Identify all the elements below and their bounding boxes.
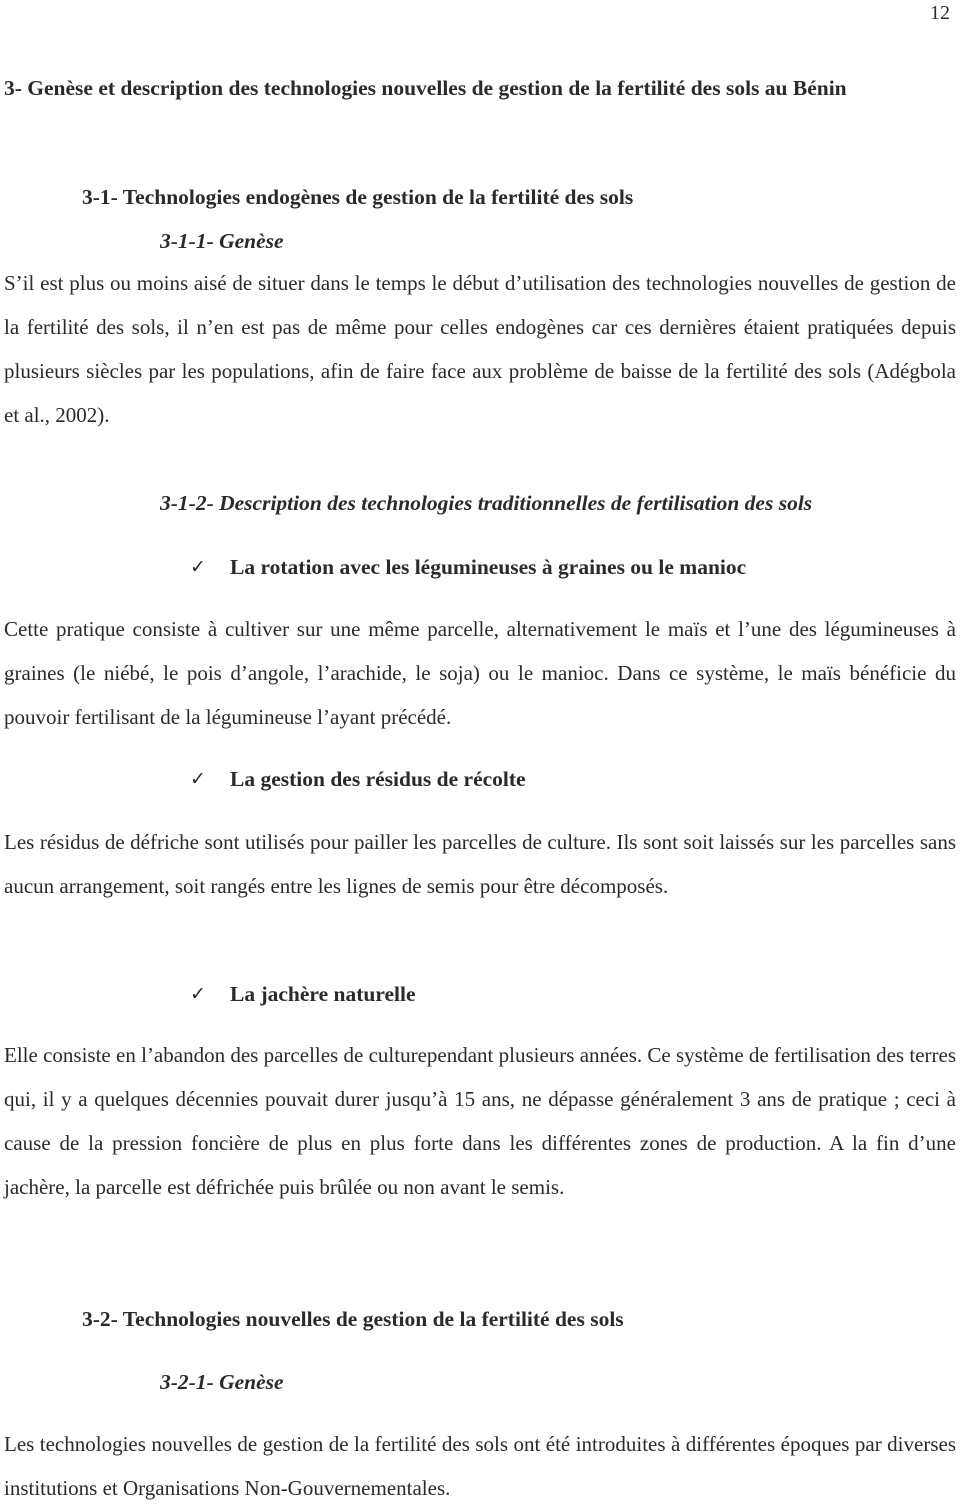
item-residus-heading-text: La gestion des résidus de récolte <box>230 767 526 791</box>
section-3-1-1-paragraph: S’il est plus ou moins aisé de situer dans le temps le début d’utilisation des technologies nouvelles de gestion de la fertilité des sols, il n’en est pas de même pour celles endogènes car ces dernières étaient pratiquées depuis plusieurs siècles par les populations, afin de faire face aux problème de baisse de la fertilité des sols (Adégbola et al., 2002). <box>4 271 956 427</box>
item-rotation-paragraph: Cette pratique consiste à cultiver sur une même parcelle, alternativement le maïs et l’une des légumineuses à graines (le niébé, le pois d’angole, l’arachide, le soja) ou le manioc. Dans ce système, le maïs bénéficie du pouvoir fertilisant de la légumineuse l’ayant précédé. <box>4 617 956 729</box>
item-residus-heading <box>190 764 956 794</box>
section-3-2-title: 3-2- Technologies nouvelles de gestion de la fertilité des sols <box>82 1307 624 1331</box>
checkmark-icon: ✓ <box>190 556 206 578</box>
section-3-1-title: 3-1- Technologies endogènes de gestion de la fertilité des sols <box>82 185 634 209</box>
section-3-title: 3- Genèse et description des technologies nouvelles de gestion de la fertilité des sols au Bénin <box>4 76 847 100</box>
item-residus-paragraph: Les résidus de défriche sont utilisés pour pailler les parcelles de culture. Ils sont soit laissés sur les parcelles sans aucun arrangement, soit rangés entre les lignes de semis pour être décomposés. <box>4 830 956 898</box>
item-rotation-heading <box>190 552 956 582</box>
item-jachere-paragraph: Elle consiste en l’abandon des parcelles de culturependant plusieurs années. Ce système de fertilisation des terres qui, il y a quelques décennies pouvait durer jusqu’à 15 ans, ne dépasse généralement 3 ans de pratique ; ceci à cause de la pression foncière de plus en plus forte dans les différentes zones de production. A la fin d’une jachère, la parcelle est défrichée puis brûlée ou non avant le semis. <box>4 1043 956 1199</box>
section-3-1-2-title: 3-1-2- Description des technologies traditionnelles de fertilisation des sols <box>160 491 813 515</box>
section-3-2-1-title: 3-2-1- Genèse <box>160 1370 284 1394</box>
section-3-1-1-title: 3-1-1- Genèse <box>160 229 284 253</box>
checkmark-icon: ✓ <box>190 983 206 1005</box>
item-jachere-heading-text: La jachère naturelle <box>230 982 416 1006</box>
section-3-2-1-paragraph: Les technologies nouvelles de gestion de la fertilité des sols ont été introduites à différentes époques par diverses institutions et Organisations Non-Gouvernementales. <box>4 1432 956 1500</box>
item-jachere-heading <box>190 979 956 1009</box>
item-rotation-heading-text: La rotation avec les légumineuses à graines ou le manioc <box>230 555 747 579</box>
page-number: 12 <box>930 2 950 24</box>
checkmark-icon: ✓ <box>190 768 206 790</box>
